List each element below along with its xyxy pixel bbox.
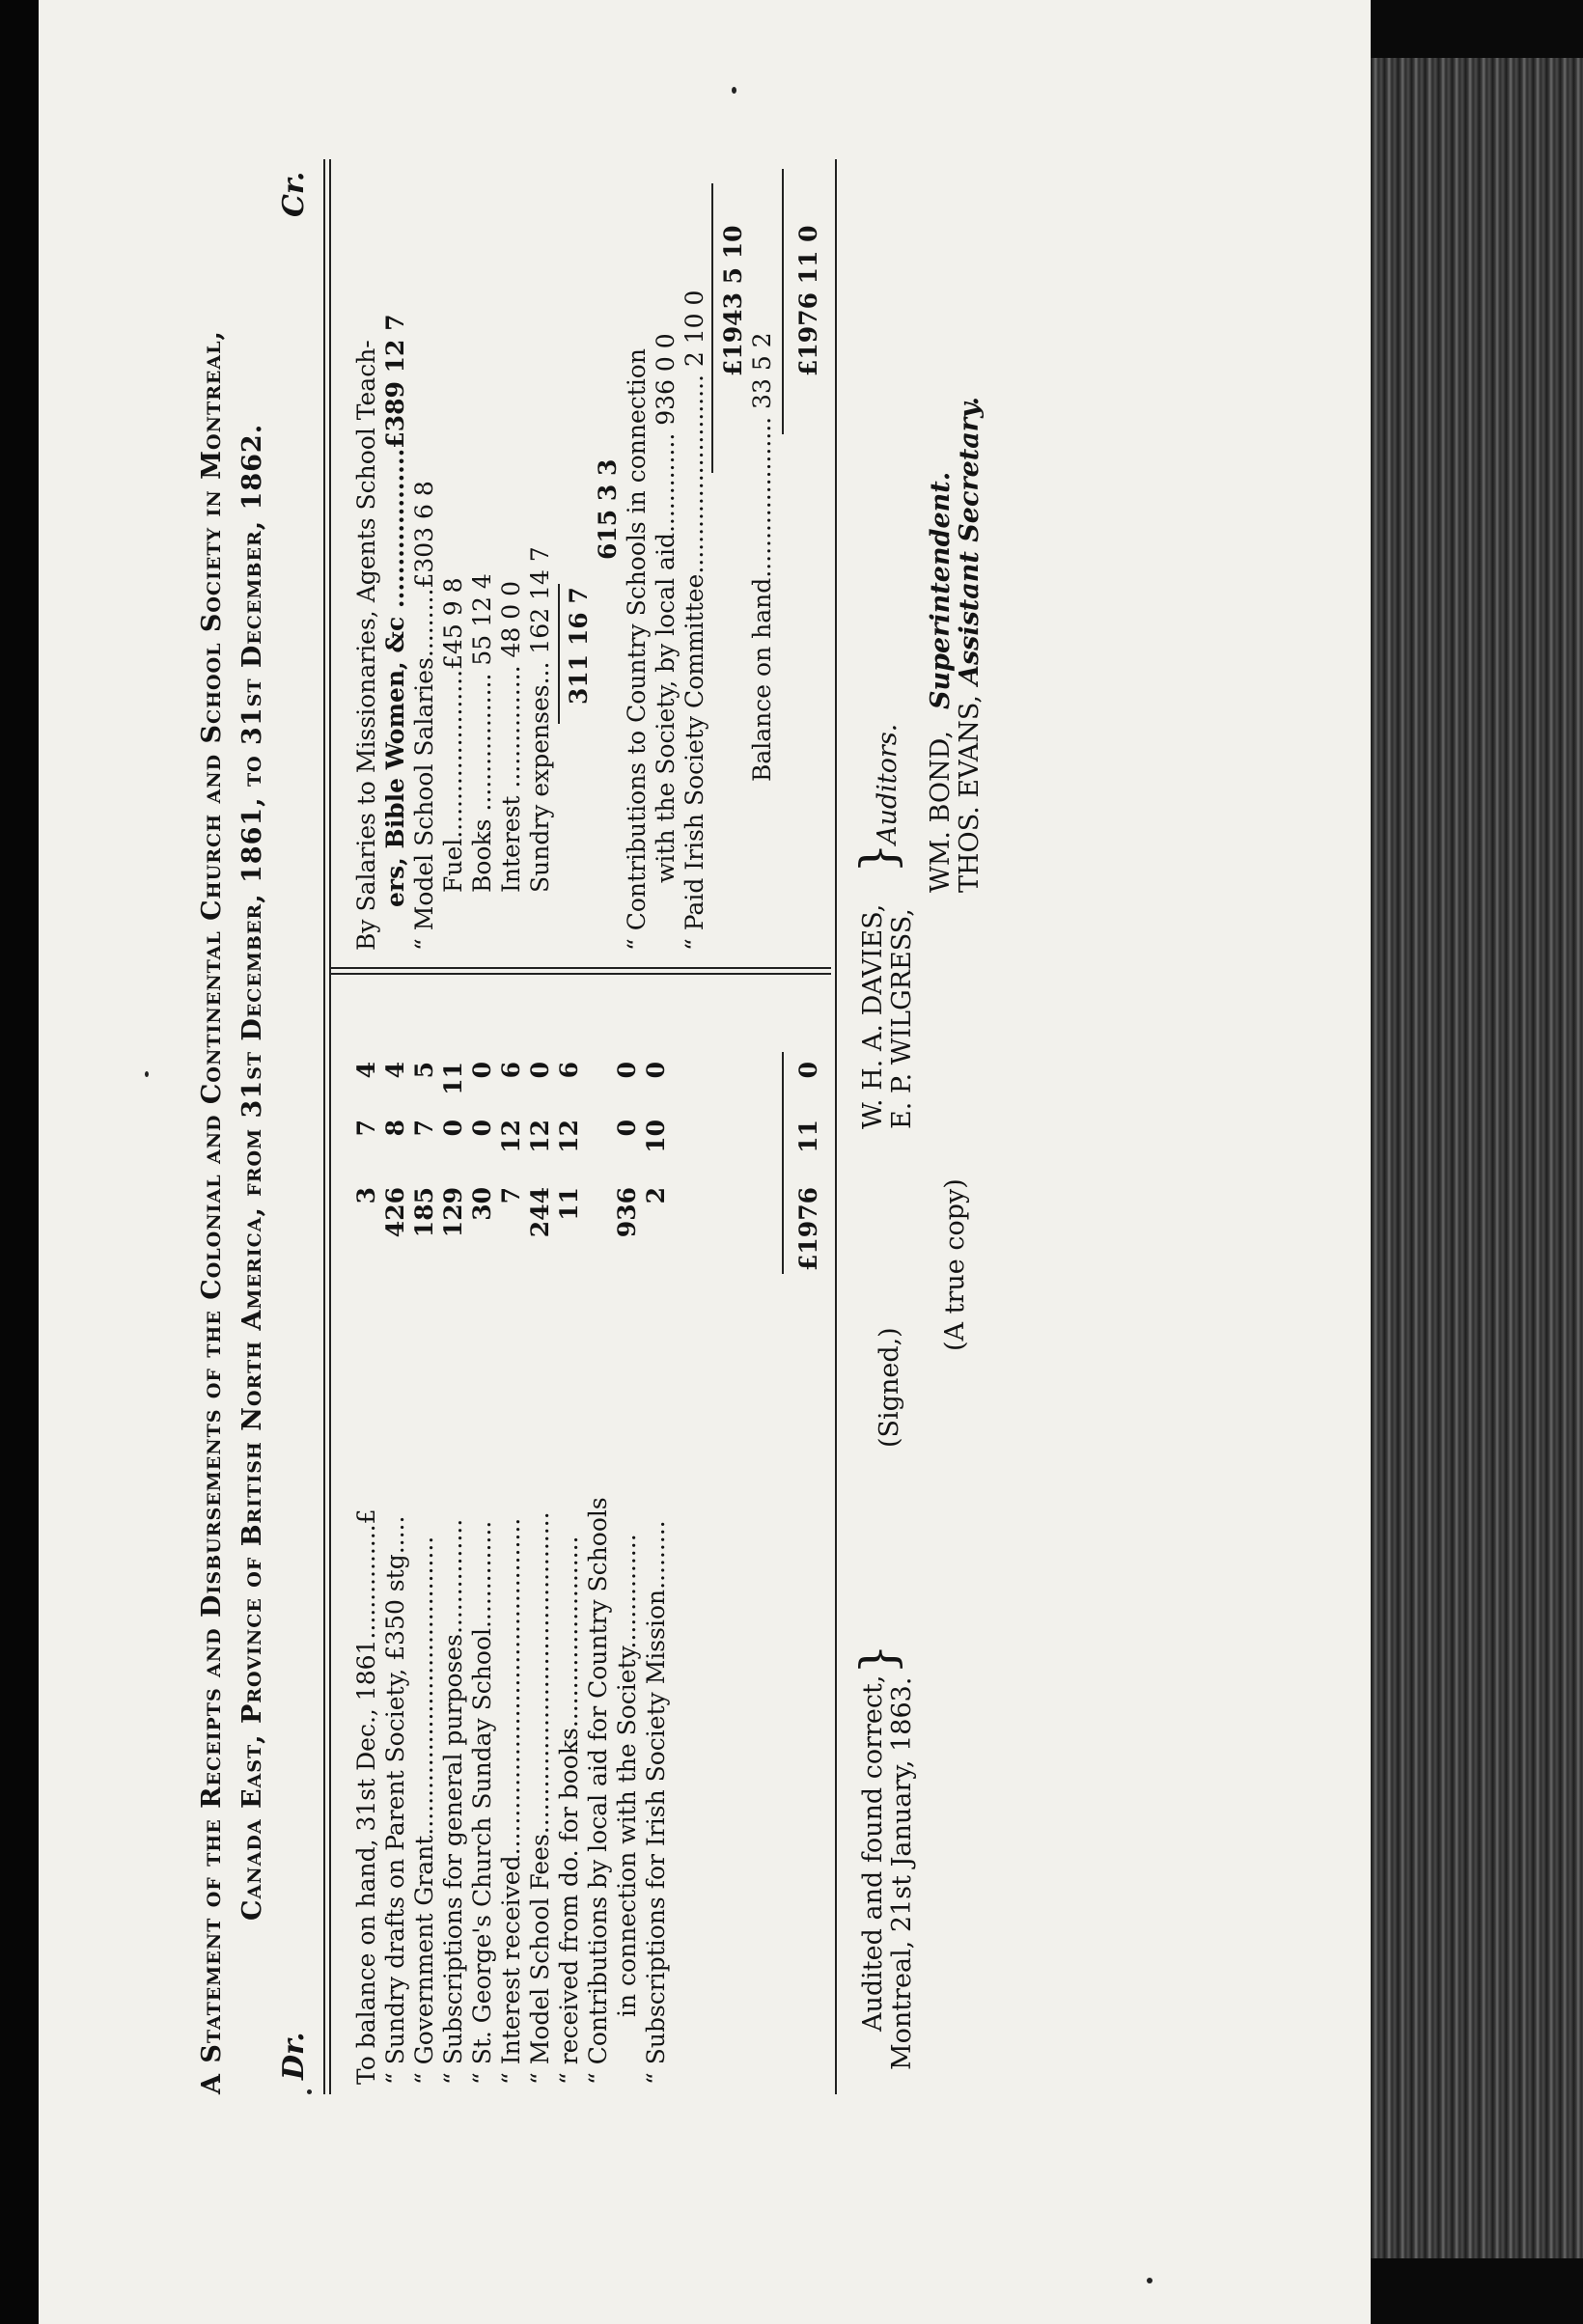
credit-header: Cr. bbox=[277, 171, 311, 217]
receipt-pounds: 11 bbox=[555, 1187, 583, 1221]
receipt-shillings: 10 bbox=[642, 1120, 670, 1153]
contributions-line-2: with the Society, by local aid............. 936 0 0 bbox=[652, 333, 680, 883]
receipt-label: “ Government Grant....................................... bbox=[410, 1536, 438, 2085]
audited-line-2: Montreal, 21st January, 1863. bbox=[887, 1676, 917, 2070]
receipt-label: “ Interest received............................................ bbox=[497, 1517, 525, 2085]
model-school-salaries: “ Model School Salaries.........£303 6 8 bbox=[410, 481, 438, 951]
disbursements-total-rule bbox=[782, 169, 784, 434]
receipt-pence: 11 bbox=[439, 1062, 467, 1095]
salaries-line-1: By Salaries to Missionaries, Agents School Teach- bbox=[352, 340, 380, 951]
receipt-label: To balance on hand, 31st Dec., 1861...............£ bbox=[352, 1508, 380, 2085]
receipt-pence: 0 bbox=[613, 1062, 641, 1079]
rotated-statement bbox=[188, 97, 1211, 2123]
receipt-label: “ Model School Fees.......................................... bbox=[526, 1511, 554, 2085]
superintendent-name: WM. BOND, bbox=[926, 731, 956, 893]
gutter-shadow bbox=[0, 0, 39, 2324]
model-subtotal: 311 16 7 bbox=[565, 587, 593, 705]
receipt-label: “ Sundry drafts on Parent Society, £350 stg..... bbox=[381, 1515, 409, 2085]
model-total: 615 3 3 bbox=[594, 458, 622, 560]
auditors-brace: } bbox=[850, 843, 906, 873]
sum-rule bbox=[711, 183, 713, 473]
ink-speck bbox=[1147, 2278, 1153, 2283]
receipt-pence: 0 bbox=[468, 1062, 496, 1079]
column-divider-2 bbox=[329, 967, 831, 969]
receipts-total-pounds: £1976 bbox=[794, 1187, 822, 1271]
receipt-pounds: 129 bbox=[439, 1187, 467, 1238]
receipt-shillings: 0 bbox=[439, 1120, 467, 1137]
receipt-pence: 6 bbox=[497, 1062, 525, 1079]
receipt-shillings: 12 bbox=[555, 1120, 583, 1153]
disbursements-total: £1976 11 0 bbox=[794, 225, 822, 376]
table-bottom-rule bbox=[835, 159, 837, 2094]
fuel-line: Fuel......................£45 9 8 bbox=[439, 577, 467, 893]
receipt-label: “ Contributions by local aid for Country Schools bbox=[584, 1497, 612, 2085]
receipt-pounds: 185 bbox=[410, 1187, 438, 1238]
debit-header: Dr. bbox=[277, 2032, 311, 2080]
receipt-pounds: 936 bbox=[613, 1187, 641, 1238]
disbursements-sum: £1943 5 10 bbox=[719, 225, 747, 376]
receipts-total-shillings: 11 bbox=[794, 1120, 822, 1153]
fore-edge-top-shadow bbox=[1371, 0, 1583, 58]
sundry-line: Sundry expenses... 162 14 7 bbox=[526, 546, 554, 893]
auditors-label: Auditors. bbox=[873, 723, 903, 844]
fore-edge-bottom-shadow bbox=[1371, 2258, 1583, 2324]
superintendent-title: Superintendent. bbox=[926, 471, 956, 709]
receipt-pence: 4 bbox=[352, 1062, 380, 1079]
title-line-1: A Statement of the Receipts and Disbursements of the Colonial and Continental Church and School Society in Montreal, bbox=[197, 330, 227, 2094]
ink-speck bbox=[732, 87, 736, 94]
auditor-2: E. P. WILGRESS, bbox=[887, 908, 917, 1129]
audited-line-1: Audited and found correct, bbox=[858, 1674, 888, 2032]
receipt-pounds: 244 bbox=[526, 1187, 554, 1238]
receipt-shillings: 0 bbox=[468, 1120, 496, 1137]
ink-speck bbox=[145, 1071, 149, 1077]
receipt-pounds: 30 bbox=[468, 1187, 496, 1221]
receipt-pence: 6 bbox=[555, 1062, 583, 1079]
receipt-pence: 0 bbox=[526, 1062, 554, 1079]
receipt-pounds: 426 bbox=[381, 1187, 409, 1238]
column-divider-1 bbox=[329, 973, 831, 975]
receipt-label: “ Subscriptions for general purposes............... bbox=[439, 1518, 467, 2085]
receipt-pence: 4 bbox=[381, 1062, 409, 1079]
receipt-pounds: 7 bbox=[497, 1187, 525, 1204]
salaries-line-2: ers, Bible Women, &c ...................£389 12 7 bbox=[381, 314, 409, 907]
receipt-pounds: 2 bbox=[642, 1187, 670, 1204]
receipt-shillings: 12 bbox=[497, 1120, 525, 1153]
receipt-shillings: 12 bbox=[526, 1120, 554, 1153]
receipt-label: “ received from do. for books......................... bbox=[555, 1536, 583, 2085]
header-rule-1 bbox=[323, 159, 325, 2094]
receipt-pence: 0 bbox=[642, 1062, 670, 1079]
subtotal-rule bbox=[558, 584, 560, 724]
audited-brace: } bbox=[850, 1644, 906, 1674]
contributions-line-1: “ Contributions to Country Schools in connection bbox=[623, 348, 651, 951]
header-rule-2 bbox=[329, 159, 331, 2094]
receipt-shillings: 7 bbox=[410, 1120, 438, 1137]
receipt-label: in connection with the Society............... bbox=[613, 1534, 641, 2017]
title-line-2: Canada East, Province of British North America, from 31st December, 1861, to 31st December, 1862. bbox=[237, 423, 267, 1921]
receipt-pounds: 3 bbox=[352, 1187, 380, 1204]
auditor-1: W. H. A. DAVIES, bbox=[858, 903, 888, 1129]
receipt-label: “ Subscriptions for Irish Society Mission......... bbox=[642, 1520, 670, 2085]
receipts-total-pence: 0 bbox=[794, 1062, 822, 1079]
receipt-label: “ St. George's Church Sunday School.............. bbox=[468, 1520, 496, 2085]
balance-on-hand: Balance on hand..................... 33 5 2 bbox=[748, 332, 776, 782]
asst-secretary-title: Assistant Secretary. bbox=[955, 397, 985, 685]
interest-line: Interest ................ 48 0 0 bbox=[497, 581, 525, 893]
receipt-shillings: 0 bbox=[613, 1120, 641, 1137]
irish-committee-line: “ Paid Irish Society Committee.......................... 2 10 0 bbox=[680, 290, 708, 951]
book-fore-edge bbox=[1371, 0, 1583, 2324]
true-copy-label: (A true copy) bbox=[940, 1178, 970, 1351]
receipt-pence: 5 bbox=[410, 1062, 438, 1079]
receipts-total-rule bbox=[782, 1052, 784, 1274]
receipt-shillings: 7 bbox=[352, 1120, 380, 1137]
receipt-shillings: 8 bbox=[381, 1120, 409, 1137]
signed-label: (Signed,) bbox=[875, 1327, 904, 1448]
asst-secretary-name: THOS. EVANS, bbox=[955, 694, 985, 893]
books-line: Books .................. 55 12 4 bbox=[468, 573, 496, 893]
